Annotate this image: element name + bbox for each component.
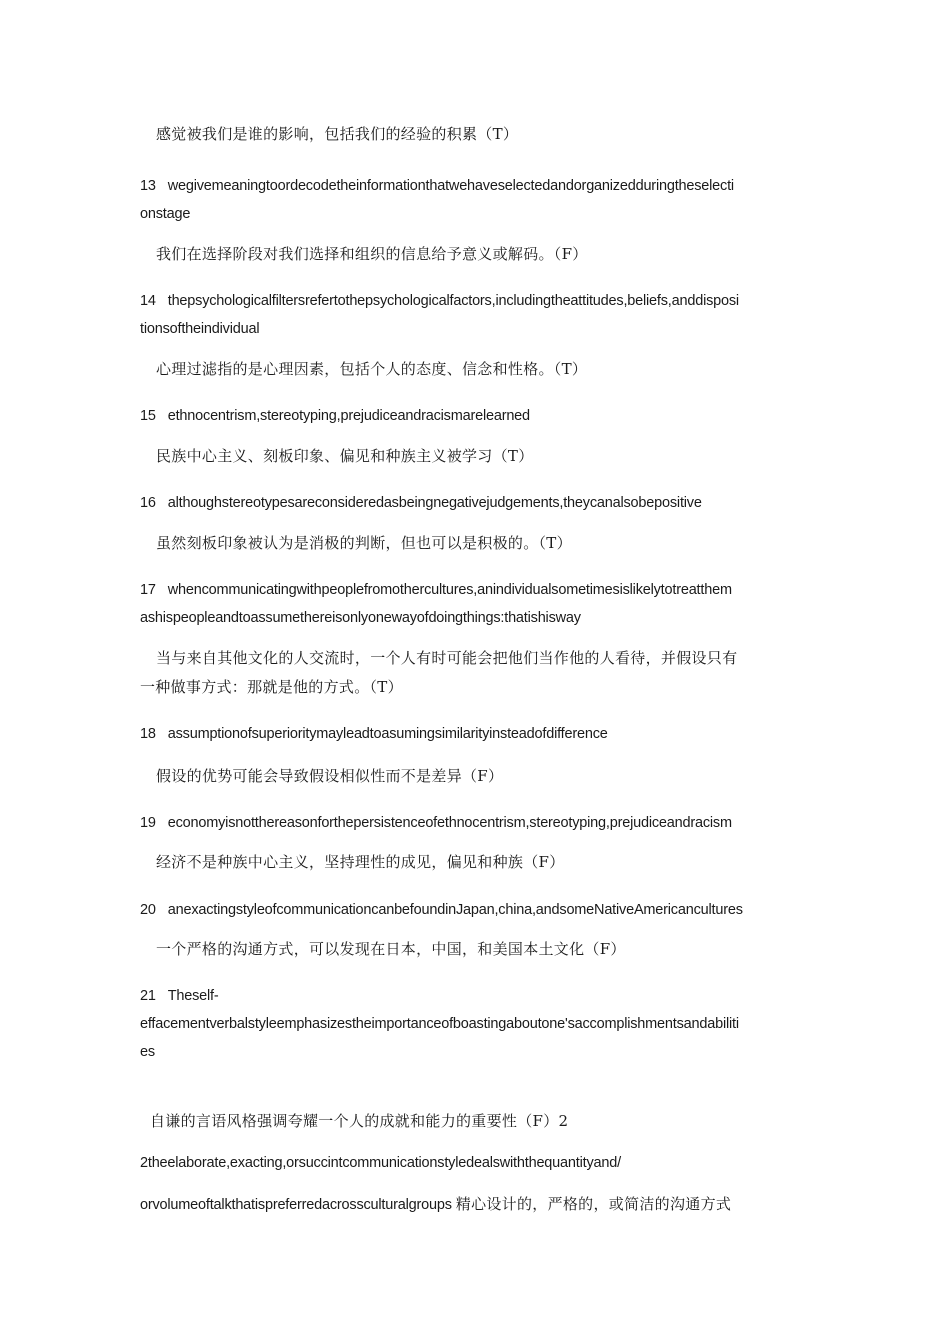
answer-text: 经济不是种族中心主义，坚持理性的成见，偏见和种族（F）	[156, 853, 565, 871]
answer-line	[156, 766, 836, 786]
answer-text: 一个严格的沟通方式，可以发现在日本，中国，和美国本土文化（F）	[156, 940, 626, 958]
answer-line	[156, 939, 836, 959]
answer-text: 我们在选择阶段对我们选择和组织的信息给予意义或解码。（F）	[156, 245, 588, 263]
answer-line-continued	[140, 677, 820, 697]
question-text: whencommunicatingwithpeoplefromothercultures,anindividualsometimesislikelytotreatthem	[167, 582, 732, 598]
question-number: 21	[140, 988, 156, 1004]
question-number: 19	[140, 815, 156, 831]
answer-line	[156, 124, 836, 144]
question-line	[140, 176, 820, 196]
answer-line	[156, 852, 836, 872]
answer-text: 精心设计的，严格的，或简洁的沟通方式	[455, 1195, 732, 1213]
answer-text: 民族中心主义、刻板印象、偏见和种族主义被学习（T）	[156, 447, 534, 465]
question-number: 13	[140, 178, 156, 194]
question-line	[140, 724, 820, 744]
question-number: 17	[140, 582, 156, 598]
question-text: assumptionofsuperioritymayleadtoasumingsimilarityinsteadofdifference	[167, 726, 608, 742]
question-text: wegivemeaningtoordecodetheinformationthatwehaveselectedandorganizedduringtheselecti	[167, 178, 734, 194]
question-text: es	[140, 1044, 155, 1060]
question-line-continued	[140, 204, 820, 224]
question-line	[140, 900, 820, 920]
question-text: effacementverbalstyleemphasizestheimportanceofboastingaboutone'saccomplishmentsandabiliti	[140, 1016, 739, 1032]
answer-text: 自谦的言语风格强调夸耀一个人的成就和能力的重要性（F）2	[150, 1112, 569, 1130]
question-line-continued	[140, 608, 820, 628]
question-line	[140, 406, 820, 426]
question-line	[140, 291, 820, 311]
question-text: onstage	[140, 206, 191, 222]
question-text: althoughstereotypesareconsideredasbeingnegativejudgements,theycanalsobepositive	[167, 495, 702, 511]
question-text: economyisnotthereasonforthepersistenceofethnocentrism,stereotyping,prejudiceandracism	[167, 815, 732, 831]
question-line-continued	[140, 319, 820, 339]
question-line	[140, 580, 820, 600]
question-line-continued	[140, 1014, 820, 1034]
answer-line	[156, 533, 836, 553]
question-line	[140, 493, 820, 513]
answer-line	[156, 359, 836, 379]
answer-text: 心理过滤指的是心理因素，包括个人的态度、信念和性格。（T）	[156, 360, 588, 378]
question-text: thepsychologicalfiltersrefertothepsychologicalfactors,includingtheattitudes,beliefs,anddisposi	[167, 293, 739, 309]
question-line-continued	[140, 1042, 820, 1062]
question-line	[140, 813, 820, 833]
answer-line	[156, 244, 836, 264]
answer-text: 感觉被我们是谁的影响，包括我们的经验的积累（T）	[156, 125, 519, 143]
question-text: ashispeopleandtoassumethereisonlyonewayofdoingthings:thatishisway	[140, 610, 581, 626]
answer-line	[150, 1111, 830, 1131]
question-number: 20	[140, 902, 156, 918]
question-number: 14	[140, 293, 156, 309]
question-text: 2theelaborate,exacting,orsuccintcommunicationstyledealswiththequantityand/	[140, 1155, 621, 1171]
question-text: tionsoftheindividual	[140, 321, 260, 337]
question-text: orvolumeoftalkthatispreferredacrossculturalgroups	[140, 1197, 452, 1213]
answer-text: 虽然刻板印象被认为是消极的判断，但也可以是积极的。（T）	[156, 534, 572, 552]
answer-line	[156, 648, 836, 668]
question-text: ethnocentrism,stereotyping,prejudiceandracismarelearned	[167, 408, 530, 424]
answer-line	[156, 446, 836, 466]
question-line	[140, 986, 820, 1006]
question-number: 16	[140, 495, 156, 511]
question-text: Theself-	[167, 988, 219, 1004]
question-text: anexactingstyleofcommunicationcanbefoundinJapan,china,andsomeNativeAmericancultures	[167, 902, 743, 918]
answer-text: 当与来自其他文化的人交流时，一个人有时可能会把他们当作他的人看待，并假设只有	[156, 649, 738, 667]
question-line	[140, 1153, 820, 1173]
question-number: 18	[140, 726, 156, 742]
answer-text: 假设的优势可能会导致假设相似性而不是差异（F）	[156, 767, 504, 785]
question-number: 15	[140, 408, 156, 424]
answer-text: 一种做事方式：那就是他的方式。（T）	[140, 678, 403, 696]
question-line-mixed	[140, 1194, 820, 1215]
